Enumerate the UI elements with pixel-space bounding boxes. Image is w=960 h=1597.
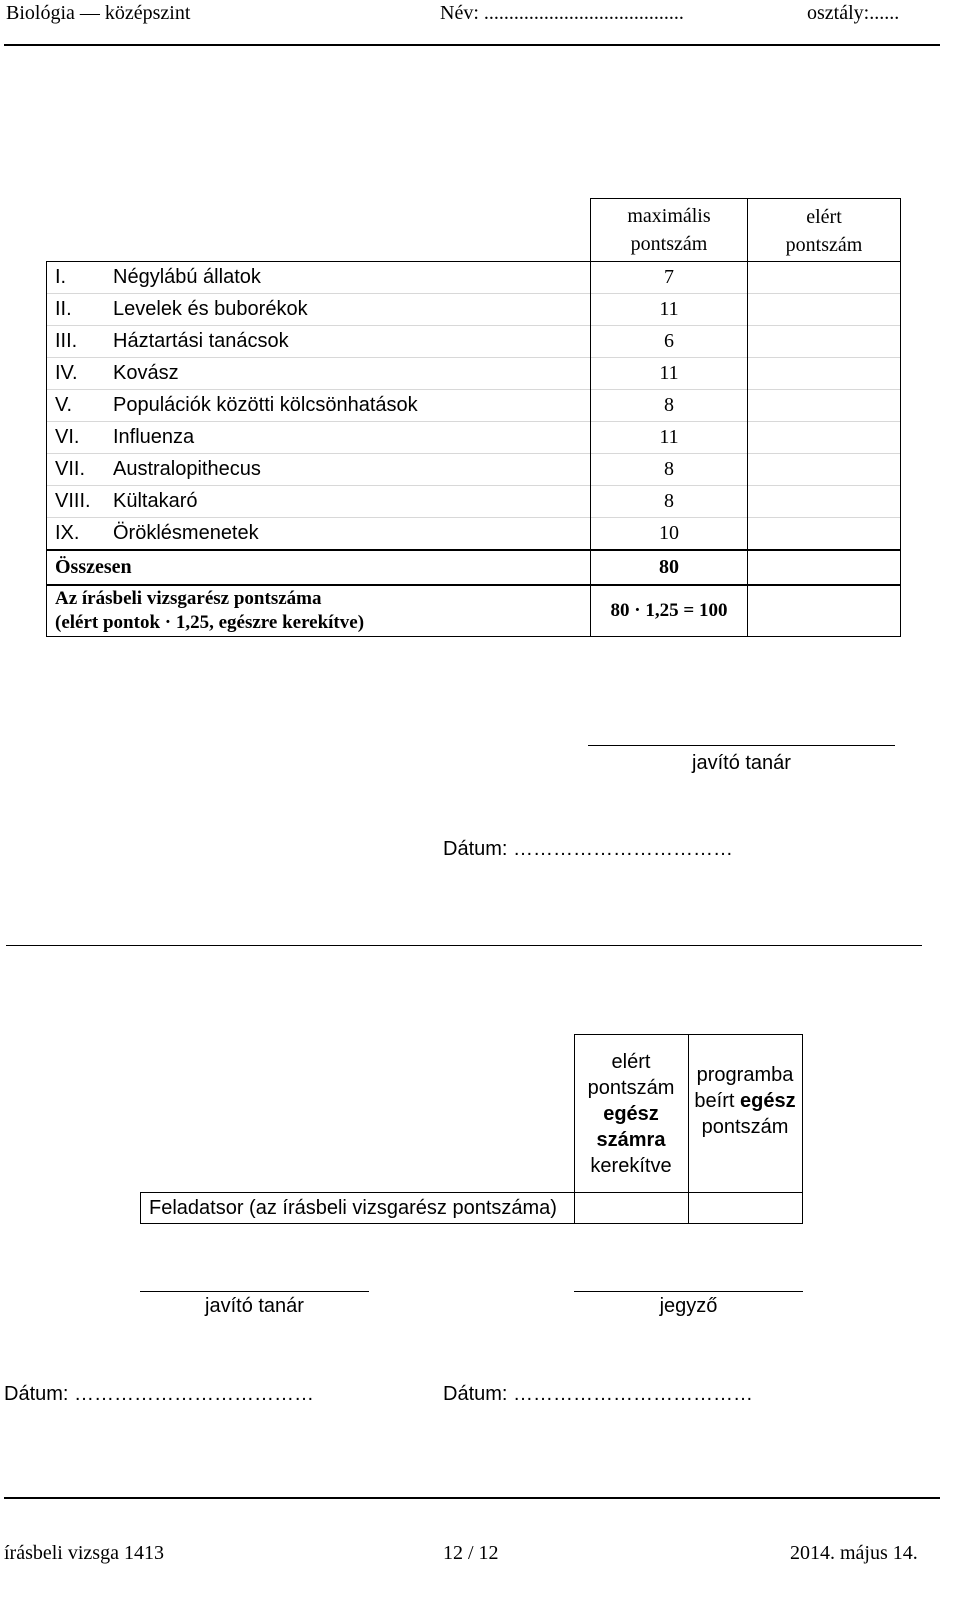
rounded-points-cell[interactable] xyxy=(574,1193,688,1224)
footer-exam: írásbeli vizsga 1413 xyxy=(4,1542,164,1564)
col-entered-points: programba beírt egész pontszám xyxy=(688,1035,802,1193)
task-title xyxy=(47,518,591,551)
header-rule xyxy=(4,44,940,46)
score-row xyxy=(47,454,901,486)
calc-value: 80 · 1,25 = 100 xyxy=(591,585,748,637)
task-name: Kültakaró xyxy=(113,490,198,512)
signature-label: javító tanár xyxy=(692,752,791,774)
task-number: VI. xyxy=(55,426,80,448)
calc-label: Az írásbeli vizsgarész pontszáma (elért pontok · 1,25, egészre kerekítve) xyxy=(47,585,591,637)
task-name: Influenza xyxy=(113,426,195,448)
task-achieved-points[interactable] xyxy=(748,326,901,358)
task-title xyxy=(47,294,591,326)
task-max-points: 10 xyxy=(591,518,748,551)
score-row xyxy=(47,358,901,390)
task-number: III. xyxy=(55,330,78,352)
page-number: 12 / 12 xyxy=(443,1542,499,1564)
task-max-points: 11 xyxy=(591,294,748,326)
teacher-signature-label: javító tanár xyxy=(205,1295,304,1317)
score-row xyxy=(47,486,901,518)
score-row xyxy=(47,262,901,294)
calc-row xyxy=(47,585,901,637)
task-name: Populációk közötti kölcsönhatások xyxy=(113,394,418,416)
task-title xyxy=(47,390,591,422)
header-class-field: osztály:...... xyxy=(807,2,900,24)
footer-date: 2014. május 14. xyxy=(790,1542,918,1564)
registrar-signature-label: jegyző xyxy=(659,1295,718,1317)
task-max-points: 8 xyxy=(591,486,748,518)
signature-line xyxy=(588,745,895,746)
score-row xyxy=(47,518,901,551)
header-name-field: Név: ........................................ xyxy=(440,2,684,24)
total-max: 80 xyxy=(591,550,748,585)
task-number: VII. xyxy=(55,458,86,480)
task-title xyxy=(47,358,591,390)
task-max-points: 11 xyxy=(591,358,748,390)
task-max-points: 6 xyxy=(591,326,748,358)
col-rounded-points: elért pontszám egész számra kerekítve xyxy=(574,1035,688,1193)
score-row xyxy=(47,326,901,358)
task-achieved-points[interactable] xyxy=(748,358,901,390)
task-title xyxy=(47,326,591,358)
total-row xyxy=(47,550,901,585)
task-name: Négylábú állatok xyxy=(113,266,261,288)
total-label: Összesen xyxy=(47,550,591,585)
score-row xyxy=(47,390,901,422)
task-achieved-points[interactable] xyxy=(748,486,901,518)
footer-rule xyxy=(4,1497,940,1499)
col-achieved-points: elért pontszám xyxy=(748,199,901,262)
task-number: IV. xyxy=(55,362,78,384)
task-achieved-points[interactable] xyxy=(748,262,901,294)
task-title xyxy=(47,422,591,454)
task-max-points: 11 xyxy=(591,422,748,454)
task-number: V. xyxy=(55,394,73,416)
task-number: VIII. xyxy=(55,490,91,512)
date-field[interactable]: Dátum: …………………………… xyxy=(443,838,734,860)
score-row xyxy=(47,422,901,454)
grade-table xyxy=(140,1034,803,1224)
task-name: Öröklésmenetek xyxy=(113,522,259,544)
task-name: Levelek és buborékok xyxy=(113,298,308,320)
task-achieved-points[interactable] xyxy=(748,518,901,551)
task-title xyxy=(47,454,591,486)
registrar-signature-line xyxy=(574,1291,803,1292)
task-achieved-points[interactable] xyxy=(748,454,901,486)
score-table-header xyxy=(47,199,901,262)
task-name: Australopithecus xyxy=(113,458,261,480)
entered-points-cell[interactable] xyxy=(688,1193,802,1224)
task-title xyxy=(47,486,591,518)
task-title xyxy=(47,262,591,294)
task-number: IX. xyxy=(55,522,80,544)
task-max-points: 7 xyxy=(591,262,748,294)
task-achieved-points[interactable] xyxy=(748,390,901,422)
col-max-points: maximális pontszám xyxy=(591,199,748,262)
header-subject: Biológia — középszint xyxy=(6,2,191,24)
section-divider xyxy=(6,945,922,946)
total-achieved[interactable] xyxy=(748,550,901,585)
task-number: I. xyxy=(55,266,67,288)
grade-row-label: Feladatsor (az írásbeli vizsgarész pontszáma) xyxy=(141,1193,575,1224)
task-name: Kovász xyxy=(113,362,179,384)
score-table xyxy=(46,198,901,637)
task-max-points: 8 xyxy=(591,390,748,422)
task-number: II. xyxy=(55,298,72,320)
task-achieved-points[interactable] xyxy=(748,294,901,326)
teacher-date-field[interactable]: Dátum: ……………………………… xyxy=(4,1383,315,1405)
registrar-date-field[interactable]: Dátum: ……………………………… xyxy=(443,1383,754,1405)
score-row xyxy=(47,294,901,326)
calc-achieved[interactable] xyxy=(748,585,901,637)
teacher-signature-line xyxy=(140,1291,369,1292)
task-max-points: 8 xyxy=(591,454,748,486)
task-name: Háztartási tanácsok xyxy=(113,330,289,352)
task-achieved-points[interactable] xyxy=(748,422,901,454)
